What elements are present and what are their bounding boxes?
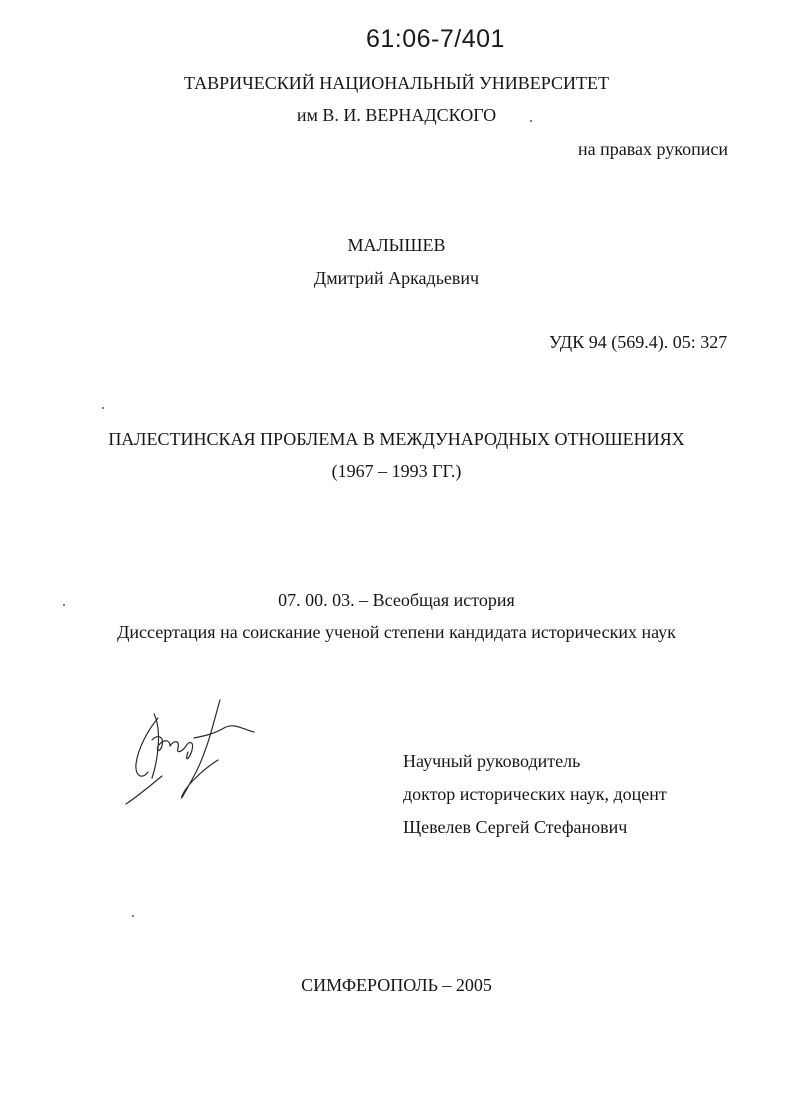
author-signature bbox=[118, 690, 268, 815]
supervisor-name: Щевелев Сергей Стефанович bbox=[403, 817, 628, 837]
archive-code-stamp: 61:06-7/401 bbox=[366, 25, 505, 53]
city-and-year: СИМФЕРОПОЛЬ – 2005 bbox=[301, 975, 492, 995]
scan-speck bbox=[63, 604, 65, 606]
udk-code: УДК 94 (569.4). 05: 327 bbox=[549, 332, 728, 352]
supervisor-credentials: доктор исторических наук, доцент bbox=[403, 784, 667, 804]
degree-statement: Диссертация на соискание ученой степени кандидата исторических наук bbox=[117, 622, 676, 642]
scan-speck bbox=[530, 120, 532, 122]
supervisor-role: Научный руководитель bbox=[403, 751, 581, 771]
author-surname: МАЛЫШЕВ bbox=[347, 235, 446, 255]
scan-speck bbox=[102, 407, 104, 409]
specialty-code: 07. 00. 03. – Всеобщая история bbox=[278, 590, 515, 610]
scan-speck bbox=[132, 915, 134, 917]
dissertation-years: (1967 – 1993 ГГ.) bbox=[331, 461, 462, 481]
university-named-after: им В. И. ВЕРНАДСКОГО bbox=[296, 105, 497, 125]
dissertation-title: ПАЛЕСТИНСКАЯ ПРОБЛЕМА В МЕЖДУНАРОДНЫХ ОТНОШЕНИЯХ bbox=[108, 429, 685, 449]
manuscript-rights-note: на правах рукописи bbox=[578, 139, 728, 159]
author-given-names: Дмитрий Аркадьевич bbox=[313, 268, 480, 288]
university-name: ТАВРИЧЕСКИЙ НАЦИОНАЛЬНЫЙ УНИВЕРСИТЕТ bbox=[183, 73, 609, 93]
